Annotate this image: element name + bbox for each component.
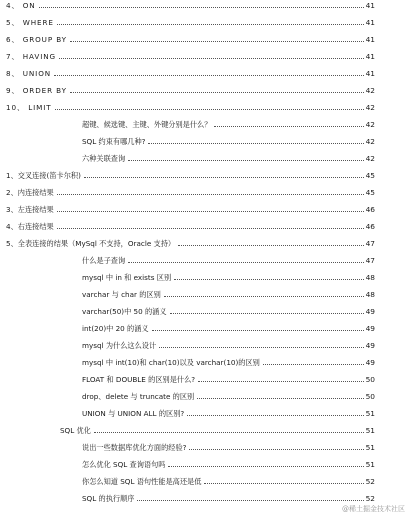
toc-entry[interactable] <box>6 167 375 180</box>
toc-entry-label: 你怎么知道 SQL 语句性能是高还是低 <box>82 477 202 486</box>
watermark: @稀土掘金技术社区 <box>342 505 405 513</box>
dot-leader <box>178 245 363 246</box>
toc-entry-page: 49 <box>365 324 375 333</box>
dot-leader <box>170 313 364 314</box>
dot-leader <box>152 330 364 331</box>
toc-entry[interactable] <box>6 14 375 27</box>
toc-entry-page: 42 <box>365 86 375 95</box>
toc-entry-page: 50 <box>365 392 375 401</box>
toc-entry-label: SQL 约束有哪几种? <box>82 137 146 146</box>
toc-entry[interactable] <box>82 337 375 350</box>
dot-leader <box>94 432 364 433</box>
toc-entry-page: 49 <box>365 307 375 316</box>
toc-entry[interactable] <box>6 31 375 44</box>
toc-entry[interactable] <box>6 218 375 231</box>
toc-entry-page: 49 <box>365 341 375 350</box>
toc-entry-label: UNION 与 UNION ALL 的区别? <box>82 409 185 418</box>
toc-entry-label: 6、 GROUP BY <box>6 35 67 44</box>
toc-entry-page: 51 <box>365 426 375 435</box>
toc-entry-page: 41 <box>365 35 375 44</box>
dot-leader <box>57 24 364 25</box>
toc-entry[interactable] <box>82 439 375 452</box>
toc-entry-page: 52 <box>365 494 375 503</box>
toc-entry-label: 7、 HAVING <box>6 52 56 61</box>
toc-entry-label: 4、右连接结果 <box>6 222 54 231</box>
toc-entry-page: 46 <box>365 205 375 214</box>
toc-entry[interactable] <box>82 133 375 146</box>
toc-entry[interactable] <box>82 303 375 316</box>
toc-entry-page: 45 <box>365 171 375 180</box>
toc-entry[interactable] <box>6 184 375 197</box>
dot-leader <box>128 160 363 161</box>
toc-entry-label: varchar(50)中 50 的涵义 <box>82 307 167 316</box>
toc-entry[interactable] <box>6 65 375 78</box>
toc-entry-label: 什么是子查询 <box>82 256 126 265</box>
toc-entry-page: 46 <box>365 222 375 231</box>
toc-entry-label: mysql 中 in 和 exists 区别 <box>82 273 172 282</box>
toc-entry[interactable] <box>82 286 375 299</box>
dot-leader <box>214 126 363 127</box>
toc-entry-label: 六种关联查询 <box>82 154 126 163</box>
toc-entry[interactable] <box>82 252 375 265</box>
toc-entry-label: 2、内连接结果 <box>6 188 54 197</box>
toc-entry-label: FLOAT 和 DOUBLE 的区别是什么? <box>82 375 196 384</box>
toc-entry-label: 超键、候选键、主键、外键分别是什么？ <box>82 120 212 129</box>
toc-entry-page: 41 <box>365 69 375 78</box>
dot-leader <box>57 228 364 229</box>
toc-entry-page: 47 <box>365 239 375 248</box>
toc-entry[interactable] <box>82 456 375 469</box>
toc-entry-label: 1、交叉连接(笛卡尔积) <box>6 171 81 180</box>
toc-entry-page: 42 <box>365 154 375 163</box>
toc-entry-page: 48 <box>365 273 375 282</box>
dot-leader <box>54 75 364 76</box>
dot-leader <box>164 296 364 297</box>
dot-leader <box>263 364 364 365</box>
dot-leader <box>128 262 363 263</box>
toc-entry[interactable] <box>82 405 375 418</box>
toc-entry-page: 51 <box>365 409 375 418</box>
toc-entry-label: 9、 ORDER BY <box>6 86 67 95</box>
toc-entry-label: 3、左连接结果 <box>6 205 54 214</box>
toc-entry-page: 52 <box>365 477 375 486</box>
toc-entry[interactable] <box>6 235 375 248</box>
dot-leader <box>59 58 364 59</box>
toc-entry[interactable] <box>82 269 375 282</box>
toc-entry-label: drop、delete 与 truncate 的区别 <box>82 392 195 401</box>
toc-entry-page: 41 <box>365 1 375 10</box>
toc-entry-label: int(20)中 20 的涵义 <box>82 324 149 333</box>
dot-leader <box>159 347 363 348</box>
toc-entry[interactable] <box>82 490 375 503</box>
toc-entry-label: SQL 优化 <box>60 426 91 435</box>
toc-entry[interactable] <box>82 388 375 401</box>
toc-entry-label: 说出一些数据库优化方面的经验? <box>82 443 187 452</box>
toc-entry-label: 8、 UNION <box>6 69 52 78</box>
dot-leader <box>84 177 364 178</box>
toc-entry[interactable] <box>6 48 375 61</box>
toc-entry[interactable] <box>6 201 375 214</box>
toc-entry[interactable] <box>6 99 375 112</box>
dot-leader <box>198 381 364 382</box>
dot-leader <box>57 211 364 212</box>
toc-entry-page: 51 <box>365 460 375 469</box>
toc-entry-page: 42 <box>365 120 375 129</box>
toc-entry-page: 42 <box>365 137 375 146</box>
dot-leader <box>204 483 363 484</box>
toc-entry-page: 51 <box>365 443 375 452</box>
toc-entry[interactable] <box>6 82 375 95</box>
dot-leader <box>197 398 363 399</box>
toc-entry-label: SQL 的执行顺序 <box>82 494 135 503</box>
toc-entry[interactable] <box>82 354 375 367</box>
toc-entry-page: 45 <box>365 188 375 197</box>
toc-entry-label: 5、 WHERE <box>6 18 54 27</box>
toc-entry[interactable] <box>82 473 375 486</box>
dot-leader <box>187 415 363 416</box>
toc-entry-label: 4、 ON <box>6 1 36 10</box>
dot-leader <box>39 7 364 8</box>
dot-leader <box>57 194 364 195</box>
dot-leader <box>137 500 363 501</box>
toc-entry[interactable] <box>82 150 375 163</box>
toc-entry-page: 41 <box>365 52 375 61</box>
dot-leader <box>189 449 363 450</box>
toc-entry-page: 47 <box>365 256 375 265</box>
dot-leader <box>148 143 363 144</box>
toc-entry-label: 10、 LIMIT <box>6 103 52 112</box>
toc-entry-page: 48 <box>365 290 375 299</box>
toc-entry[interactable] <box>82 116 375 129</box>
dot-leader <box>174 279 363 280</box>
toc-entry-page: 42 <box>365 103 375 112</box>
dot-leader <box>70 92 364 93</box>
dot-leader <box>70 41 364 42</box>
dot-leader <box>168 466 363 467</box>
toc-entry[interactable] <box>82 371 375 384</box>
toc-entry-label: 5、全表连接的结果（MySql 不支持，Oracle 支持） <box>6 239 176 248</box>
toc-entry[interactable] <box>6 0 375 10</box>
toc-entry-label: mysql 为什么这么设计 <box>82 341 157 350</box>
dot-leader <box>55 109 364 110</box>
toc-entry-label: 怎么优化 SQL 查询语句吗 <box>82 460 166 469</box>
toc-entry-page: 41 <box>365 18 375 27</box>
toc-entry[interactable] <box>82 320 375 333</box>
toc-entry[interactable] <box>60 422 375 435</box>
toc-entry-page: 49 <box>365 358 375 367</box>
toc-entry-label: mysql 中 int(10)和 char(10)以及 varchar(10)的区别 <box>82 358 260 367</box>
toc-entry-label: varchar 与 char 的区别 <box>82 290 161 299</box>
toc-entry-page: 50 <box>365 375 375 384</box>
